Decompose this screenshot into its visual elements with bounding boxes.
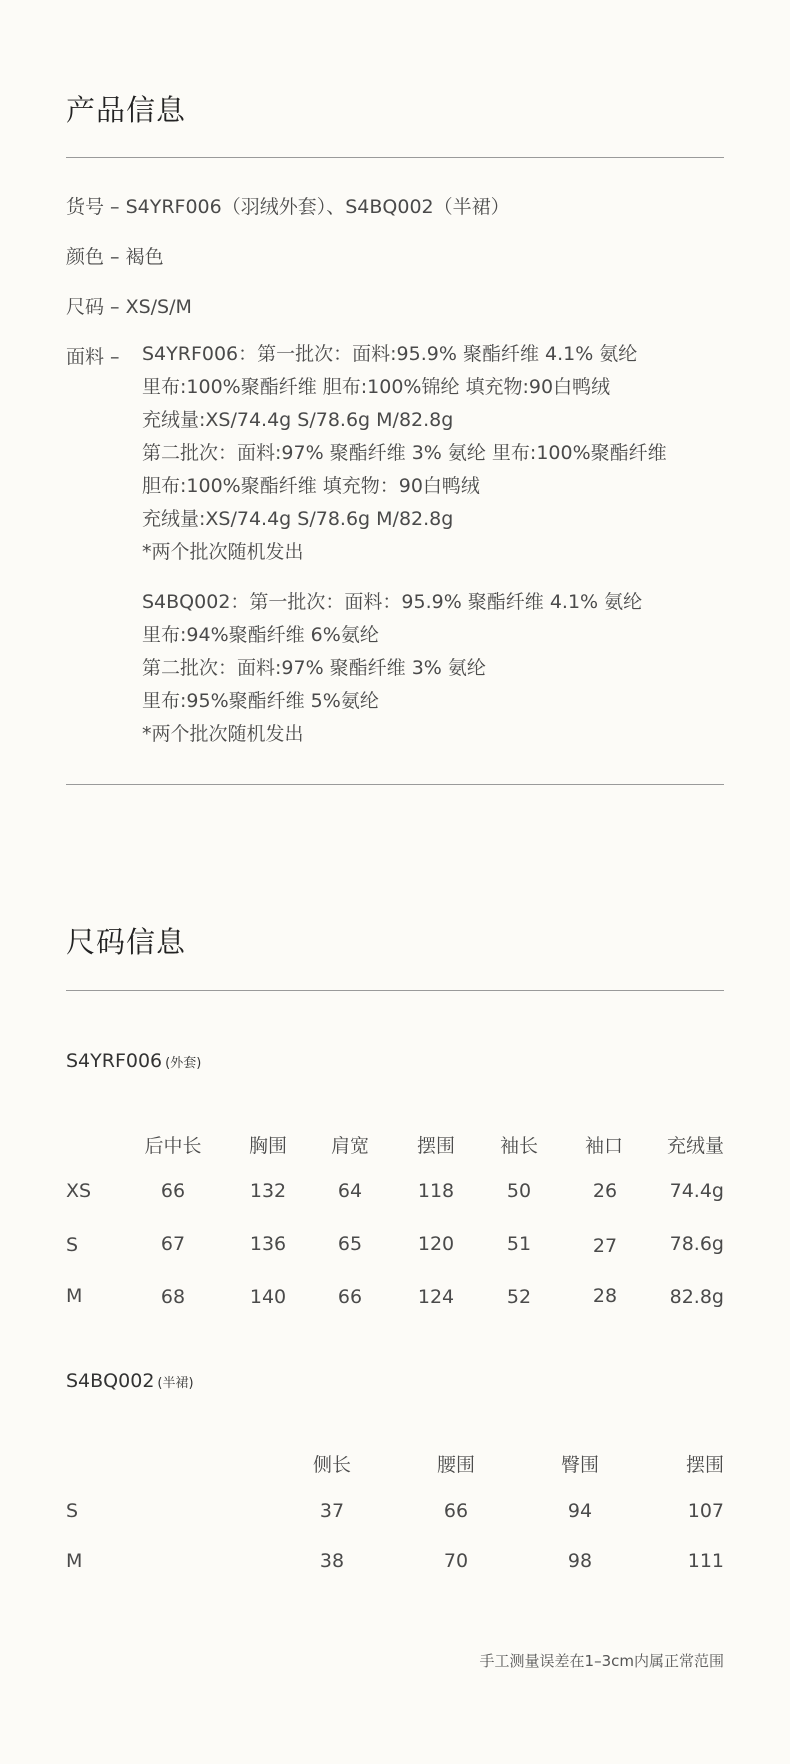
col-header: 充绒量 xyxy=(666,1135,724,1157)
divider xyxy=(66,784,724,785)
table-cell: 136 xyxy=(249,1233,287,1255)
item-number: 货号 – S4YRF006（羽绒外套）、S4BQ002（半裙） xyxy=(66,196,510,218)
table-cell: 26 xyxy=(592,1180,618,1202)
size-info-title: 尺码信息 xyxy=(66,925,187,959)
fabric-line: 第二批次：面料:97% 聚酯纤维 3% 氨纶 里布:100%聚酯纤维 xyxy=(142,442,667,464)
table-cell: 70 xyxy=(443,1550,469,1572)
color-info: 颜色 – 褐色 xyxy=(66,246,164,268)
table-cell: 132 xyxy=(249,1180,287,1202)
row-size: M xyxy=(66,1285,83,1307)
row-size: M xyxy=(66,1550,83,1572)
row-size: XS xyxy=(66,1180,92,1202)
product-info-title: 产品信息 xyxy=(66,93,187,127)
table-cell: 111 xyxy=(687,1550,724,1572)
table-cell: 140 xyxy=(249,1286,287,1308)
table-cell: 74.4g xyxy=(669,1180,724,1202)
col-header: 臀围 xyxy=(560,1454,600,1476)
table-cell: 38 xyxy=(319,1550,345,1572)
measurement-note: 手工测量误差在1–3cm内属正常范围 xyxy=(479,1652,724,1670)
table-cell: 120 xyxy=(417,1233,455,1255)
fabric-line: 第二批次：面料:97% 聚酯纤维 3% 氨纶 xyxy=(142,657,486,679)
row-size: S xyxy=(66,1500,79,1522)
table-cell: 50 xyxy=(506,1180,532,1202)
col-header: 侧长 xyxy=(312,1454,352,1476)
table-cell: 37 xyxy=(319,1500,345,1522)
fabric-label: 面料 – xyxy=(66,346,120,368)
fabric-group-skirt xyxy=(142,586,642,751)
fabric-line: *两个批次随机发出 xyxy=(142,541,304,563)
table-cell: 82.8g xyxy=(669,1286,724,1308)
jacket-code-suffix: (外套) xyxy=(165,1056,202,1071)
table-cell: 118 xyxy=(417,1180,455,1202)
table-cell: 98 xyxy=(567,1550,593,1572)
col-header: 袖口 xyxy=(584,1135,624,1157)
table-cell: 66 xyxy=(160,1180,186,1202)
col-header: 肩宽 xyxy=(330,1135,370,1157)
table-cell: 78.6g xyxy=(669,1233,724,1255)
table-cell: 68 xyxy=(160,1286,186,1308)
table-cell: 28 xyxy=(592,1285,618,1307)
table-cell: 67 xyxy=(160,1233,186,1255)
fabric-line: 里布:95%聚酯纤维 5%氨纶 xyxy=(142,690,379,712)
col-header: 摆围 xyxy=(416,1135,456,1157)
table-cell: 52 xyxy=(506,1286,532,1308)
table-cell: 107 xyxy=(687,1500,724,1522)
col-header: 袖长 xyxy=(499,1135,539,1157)
fabric-line: S4BQ002：第一批次：面料：95.9% 聚酯纤维 4.1% 氨纶 xyxy=(142,591,643,613)
fabric-line: 里布:100%聚酯纤维 胆布:100%锦纶 填充物:90白鸭绒 xyxy=(142,376,611,398)
table-cell: 124 xyxy=(417,1286,455,1308)
fabric-line: 充绒量:XS/74.4g S/78.6g M/82.8g xyxy=(142,409,454,431)
table-cell: 66 xyxy=(443,1500,469,1522)
jacket-code xyxy=(66,1050,201,1072)
table-cell: 66 xyxy=(337,1286,363,1308)
table-cell: 64 xyxy=(337,1180,363,1202)
table-cell: 65 xyxy=(337,1233,363,1255)
divider xyxy=(66,157,724,158)
row-size: S xyxy=(66,1234,79,1256)
col-header: 腰围 xyxy=(436,1454,476,1476)
table-cell: 51 xyxy=(506,1233,532,1255)
skirt-code-text: S4BQ002 xyxy=(66,1370,155,1392)
size-range: 尺码 – XS/S/M xyxy=(66,296,192,318)
col-header: 后中长 xyxy=(144,1135,202,1157)
col-header: 摆围 xyxy=(685,1454,724,1476)
fabric-line: 充绒量:XS/74.4g S/78.6g M/82.8g xyxy=(142,508,454,530)
fabric-group-jacket xyxy=(142,338,667,569)
table-cell: 94 xyxy=(567,1500,593,1522)
skirt-code xyxy=(66,1370,194,1392)
fabric-line: *两个批次随机发出 xyxy=(142,723,304,745)
jacket-code-text: S4YRF006 xyxy=(66,1050,163,1072)
fabric-line: 胆布:100%聚酯纤维 填充物：90白鸭绒 xyxy=(142,475,480,497)
skirt-code-suffix: (半裙) xyxy=(157,1376,194,1391)
col-header: 胸围 xyxy=(248,1135,288,1157)
divider xyxy=(66,990,724,991)
fabric-line: S4YRF006：第一批次：面料:95.9% 聚酯纤维 4.1% 氨纶 xyxy=(142,343,638,365)
table-cell: 27 xyxy=(592,1235,618,1257)
fabric-line: 里布:94%聚酯纤维 6%氨纶 xyxy=(142,624,379,646)
